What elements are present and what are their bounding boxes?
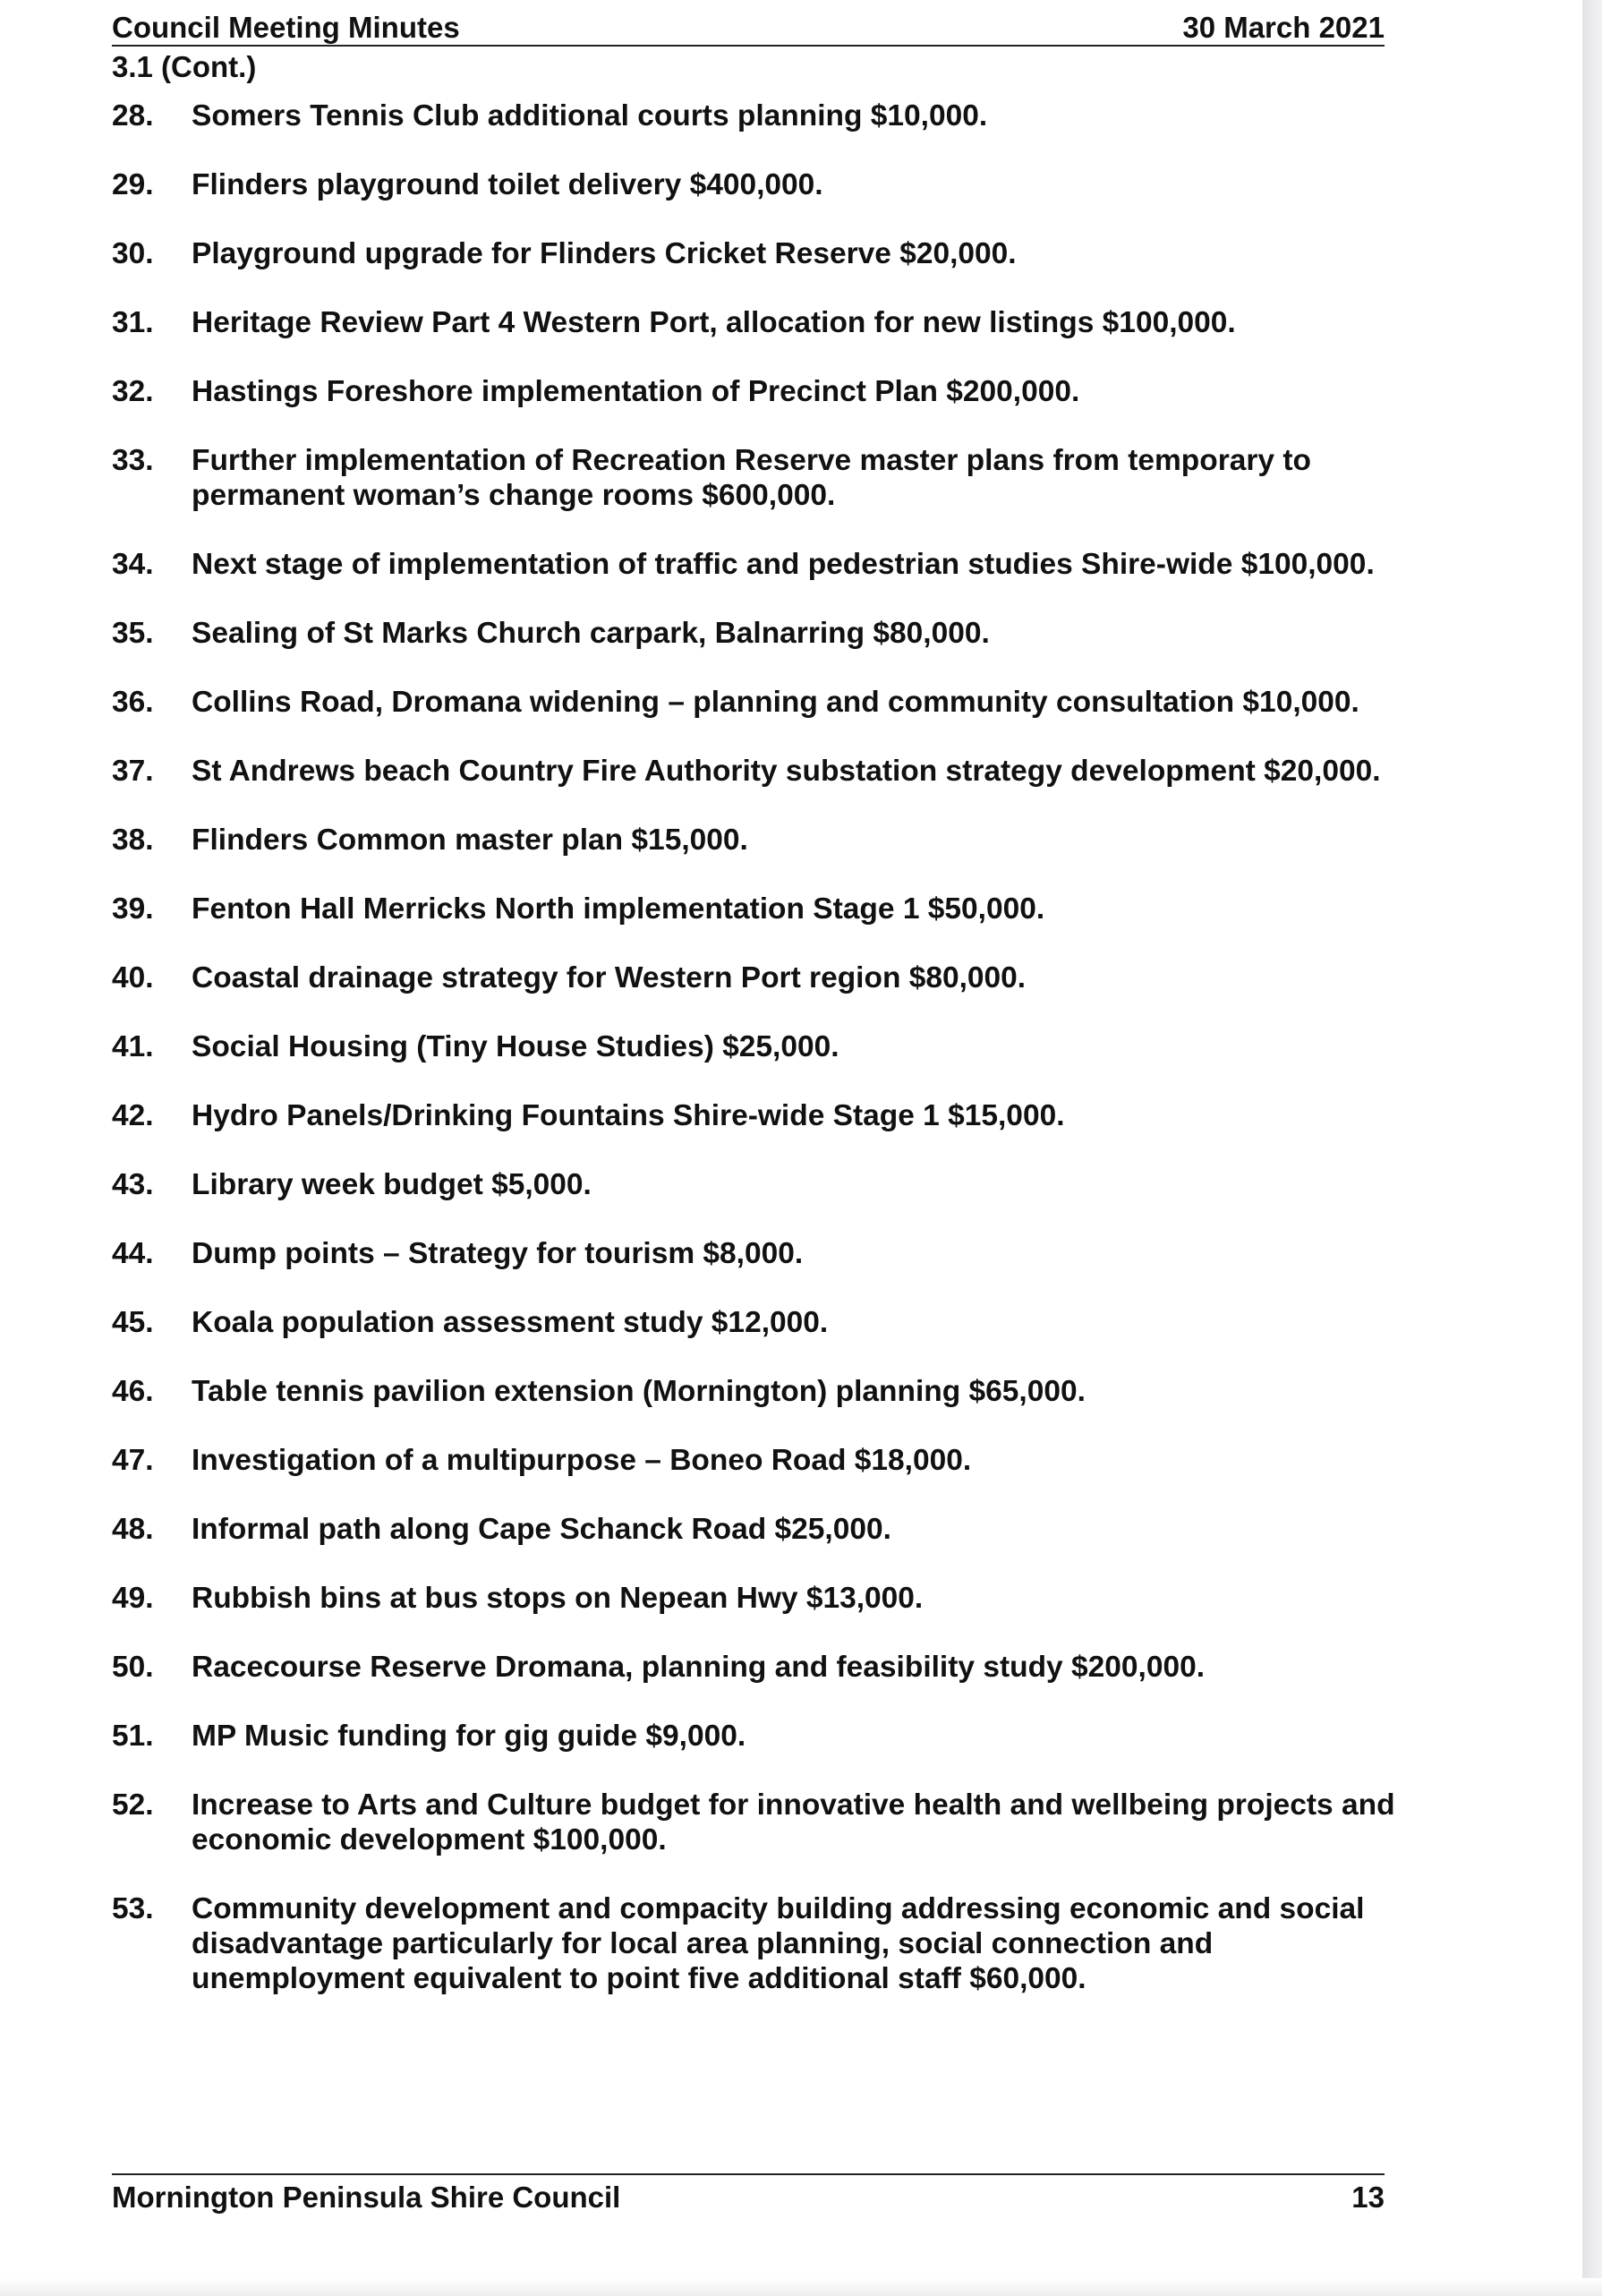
item-text: St Andrews beach Country Fire Authority substation strategy development $20,000.: [192, 755, 1381, 788]
item-number: 36.: [112, 686, 154, 719]
item-text: Further implementation of Recreation Reserve master plans from temporary to permanent woman’s change rooms $600,000.: [192, 444, 1311, 512]
list-item: [112, 823, 1401, 858]
list-item: [112, 443, 1401, 513]
list-item: [112, 1719, 1401, 1754]
item-text: Playground upgrade for Flinders Cricket Reserve $20,000.: [192, 237, 1017, 270]
list-item: [112, 1029, 1401, 1064]
item-text: Koala population assessment study $12,000.: [192, 1306, 829, 1339]
item-number: 45.: [112, 1306, 154, 1339]
page-number: 13: [1351, 2181, 1385, 2214]
item-number: 30.: [112, 237, 154, 270]
item-number: 42.: [112, 1099, 154, 1132]
item-text: Fenton Hall Merricks North implementation Stage 1 $50,000.: [192, 892, 1045, 926]
item-text: Coastal drainage strategy for Western Port region $80,000.: [192, 961, 1027, 994]
page-header: [112, 11, 1385, 47]
list-item: [112, 1167, 1401, 1202]
item-text: Next stage of implementation of traffic and pedestrian studies Shire-wide $100,000.: [192, 548, 1375, 581]
item-number: 52.: [112, 1788, 154, 1822]
item-text: Library week budget $5,000.: [192, 1168, 592, 1201]
item-text: Rubbish bins at bus stops on Nepean Hwy $13,000.: [192, 1582, 924, 1615]
item-number: 38.: [112, 824, 154, 857]
document-title: Council Meeting Minutes: [112, 11, 460, 44]
item-number: 48.: [112, 1513, 154, 1546]
list-item: [112, 236, 1401, 271]
item-number: 44.: [112, 1237, 154, 1270]
item-text: Hydro Panels/Drinking Fountains Shire-wide Stage 1 $15,000.: [192, 1099, 1065, 1132]
item-text: Investigation of a multipurpose – Boneo Road $18,000.: [192, 1444, 972, 1477]
item-text: Sealing of St Marks Church carpark, Balnarring $80,000.: [192, 617, 990, 650]
item-text: Social Housing (Tiny House Studies) $25,000.: [192, 1030, 839, 1063]
list-item: [112, 1788, 1401, 1857]
organization-name: Mornington Peninsula Shire Council: [112, 2181, 621, 2214]
item-text: Informal path along Cape Schanck Road $25,000.: [192, 1513, 891, 1546]
list-item: [112, 98, 1401, 133]
list-item: [112, 754, 1401, 789]
item-number: 53.: [112, 1892, 154, 1925]
item-text: MP Music funding for gig guide $9,000.: [192, 1720, 746, 1753]
item-number: 37.: [112, 755, 154, 788]
list-item: [112, 685, 1401, 720]
item-text: Flinders playground toilet delivery $400,000.: [192, 168, 823, 201]
item-text: Hastings Foreshore implementation of Precinct Plan $200,000.: [192, 375, 1080, 408]
item-text: Racecourse Reserve Dromana, planning and feasibility study $200,000.: [192, 1651, 1206, 1684]
item-number: 50.: [112, 1651, 154, 1684]
list-item: [112, 1650, 1401, 1685]
item-number: 40.: [112, 961, 154, 994]
list-item: [112, 1098, 1401, 1133]
list-item: [112, 167, 1401, 202]
item-number: 35.: [112, 617, 154, 650]
item-number: 39.: [112, 892, 154, 926]
list-item: [112, 305, 1401, 340]
item-number: 47.: [112, 1444, 154, 1477]
item-text: Heritage Review Part 4 Western Port, allocation for new listings $100,000.: [192, 306, 1236, 339]
item-text: Collins Road, Dromana widening – planning and community consultation $10,000.: [192, 686, 1359, 719]
item-number: 32.: [112, 375, 154, 408]
item-text: Somers Tennis Club additional courts planning $10,000.: [192, 99, 988, 132]
list-item: [112, 547, 1401, 582]
list-item: [112, 892, 1401, 926]
meeting-date: 30 March 2021: [1182, 11, 1385, 44]
item-text: Flinders Common master plan $15,000.: [192, 824, 748, 857]
list-item: [112, 1512, 1401, 1547]
list-item: [112, 960, 1401, 995]
list-item: [112, 1443, 1401, 1478]
page-edge-shadow: [1582, 0, 1602, 2296]
item-number: 34.: [112, 548, 154, 581]
item-text: Table tennis pavilion extension (Mornington) planning $65,000.: [192, 1375, 1086, 1408]
item-text: Community development and compacity building addressing economic and social disadvantage particularly for local area planning, social connection and unemployment equivalent to point five additional staff $60,000.: [192, 1892, 1365, 1995]
list-item: [112, 1236, 1401, 1271]
list-item: [112, 374, 1401, 409]
list-item: [112, 1581, 1401, 1616]
list-item: [112, 616, 1401, 651]
item-number: 41.: [112, 1030, 154, 1063]
list-item: [112, 1374, 1401, 1409]
list-item: [112, 1305, 1401, 1340]
item-number: 29.: [112, 168, 154, 201]
item-number: 28.: [112, 99, 154, 132]
page-bottom-shadow: [0, 2278, 1602, 2296]
item-number: 31.: [112, 306, 154, 339]
allocation-list: [112, 98, 1401, 2030]
item-number: 46.: [112, 1375, 154, 1408]
list-item: [112, 1891, 1401, 1996]
item-number: 51.: [112, 1720, 154, 1753]
item-number: 43.: [112, 1168, 154, 1201]
section-label: 3.1 (Cont.): [112, 50, 257, 83]
item-text: Dump points – Strategy for tourism $8,000.: [192, 1237, 804, 1270]
item-number: 33.: [112, 444, 154, 477]
item-number: 49.: [112, 1582, 154, 1615]
item-text: Increase to Arts and Culture budget for innovative health and wellbeing projects and economic development $100,000.: [192, 1788, 1395, 1856]
page-footer: [112, 2173, 1385, 2220]
